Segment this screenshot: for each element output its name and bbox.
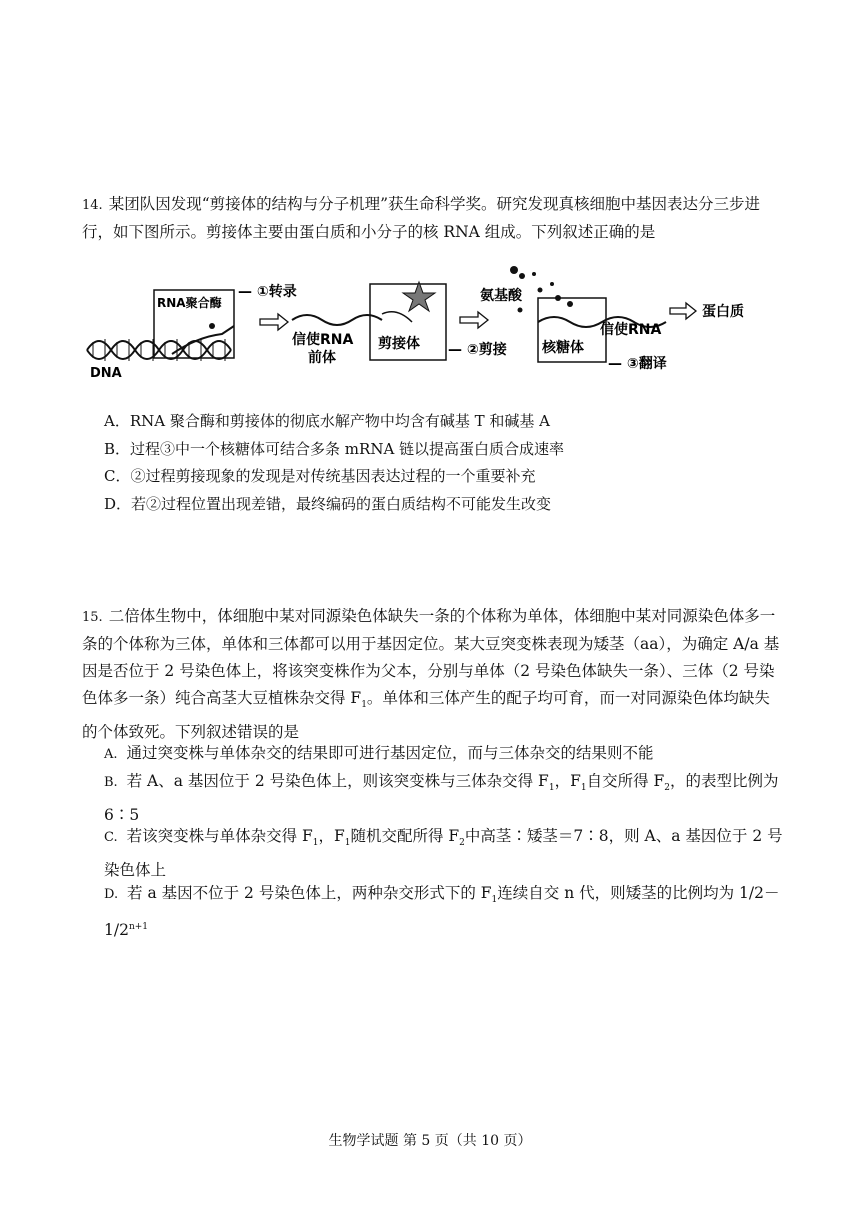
option-text: 连续自交 n 代，则矮茎的比例均为 1/2－1/2 — [104, 884, 780, 940]
q14-option-d[interactable] — [104, 491, 784, 518]
q15-option-b[interactable] — [104, 768, 784, 829]
option-label: A. — [104, 747, 118, 762]
question-text: 某团队因发现“剪接体的结构与分子机理”获生命科学奖。研究发现真核细胞中基因表达分三步进行，如下图所示。剪接体主要由蛋白质和小分子的核 RNA 组成。下列叙述正确的是 — [82, 195, 761, 241]
question-text-end: 。单体和三体产生的配子均可育，而一对同源染色体均缺失的个体致死。下列叙述错误的是 — [82, 689, 770, 742]
subscript: 1 — [361, 700, 367, 711]
pre-mrna-label-line2: 前体 — [308, 350, 336, 366]
option-text: 通过突变株与单体杂交的结果即可进行基因定位，而与三体杂交的结果则不能 — [126, 744, 654, 762]
option-text: 过程③中一个核糖体可结合多条 mRNA 链以提高蛋白质合成速率 — [130, 440, 565, 458]
pre-mrna-label-line1: 信使RNA — [292, 332, 354, 348]
q14-option-c[interactable] — [104, 463, 784, 490]
subscript: 1 — [548, 783, 555, 794]
question-14-stem — [82, 191, 782, 246]
gene-expression-diagram — [82, 262, 772, 382]
option-text: ②过程剪接现象的发现是对传统基因表达过程的一个重要补充 — [130, 467, 536, 485]
arrow-1-icon — [260, 314, 288, 330]
q14-option-a[interactable] — [104, 408, 784, 435]
subscript: 1 — [580, 783, 587, 794]
question-15-stem — [82, 603, 782, 746]
option-text: ，F — [554, 772, 581, 790]
q15-option-d[interactable] — [104, 880, 784, 944]
question-text: 二倍体生物中，体细胞中某对同源染色体缺失一条的个体称为单体，体细胞中某对同源染色体多一条的个体称为三体，单体和三体都可以用于基因定位。某大豆突变株表现为矮茎（aa），为确定 A/a 基因是否位于 2 号染色体上，将该突变株作为父本，分别与单体（2 号染色体缺失一条）、三体（2 号染色体多一条）纯合高茎大豆植株杂交得 F — [82, 607, 780, 707]
mrna-label: 信使RNA — [600, 322, 662, 338]
q15-option-a[interactable] — [104, 740, 784, 768]
q14-option-b[interactable] — [104, 436, 784, 463]
option-text: ，F — [318, 827, 345, 845]
subscript: 2 — [459, 838, 465, 849]
arrow-2-icon — [460, 312, 488, 328]
option-label: C． — [104, 467, 131, 485]
ribosome-label: 核糖体 — [542, 340, 584, 356]
option-text: 若 a 基因不位于 2 号染色体上，两种杂交形式下的 F — [127, 884, 492, 902]
step-2-label: — ②剪接 — [448, 342, 507, 358]
amino-acid-label: 氨基酸 — [480, 288, 522, 304]
spliceosome-label: 剪接体 — [378, 336, 420, 352]
option-label: C. — [104, 830, 118, 845]
spliceosome-star-icon — [403, 282, 435, 311]
splicing-strand — [382, 312, 412, 322]
subscript: 2 — [664, 783, 670, 794]
option-label: A． — [104, 412, 130, 430]
option-text: 若 A、a 基因位于 2 号染色体上，则该突变株与三体杂交得 F — [126, 772, 549, 790]
subscript: 1 — [312, 838, 319, 849]
option-label: B. — [104, 775, 118, 790]
subscript: 1 — [491, 895, 498, 906]
polymerase-dot-icon — [209, 323, 215, 329]
option-text: 若②过程位置出现差错，最终编码的蛋白质结构不可能发生改变 — [131, 495, 552, 513]
step-1-label: — ①转录 — [238, 284, 297, 300]
rna-polymerase-label: RNA聚合酶 — [157, 296, 222, 310]
page-footer: 生物学试题 第 5 页（共 10 页） — [328, 1133, 532, 1149]
protein-label: 蛋白质 — [702, 304, 744, 320]
option-text: 自交所得 F — [586, 772, 665, 790]
option-label: D． — [104, 495, 132, 513]
option-text: 若该突变株与单体杂交得 F — [126, 827, 313, 845]
subscript: 1 — [344, 838, 351, 849]
option-text: ，的表型比例为 6∶5 — [104, 772, 779, 825]
option-text: 中高茎∶矮茎＝7∶8，则 A、a 基因位于 2 号染色体上 — [104, 827, 783, 880]
option-label: B． — [104, 440, 131, 458]
question-number: 14. — [82, 198, 103, 213]
pre-mrna-strand — [292, 315, 382, 325]
dna-label: DNA — [90, 366, 122, 381]
superscript: n+1 — [128, 922, 149, 933]
q15-option-c[interactable] — [104, 823, 784, 884]
option-text: 随机交配所得 F — [350, 827, 460, 845]
arrow-3-icon — [670, 303, 696, 319]
step-3-label: — ③翻译 — [608, 356, 667, 372]
question-number: 15. — [82, 610, 103, 625]
option-text: RNA 聚合酶和剪接体的彻底水解产物中均含有碱基 T 和碱基 A — [129, 412, 551, 430]
option-label: D. — [104, 887, 119, 902]
